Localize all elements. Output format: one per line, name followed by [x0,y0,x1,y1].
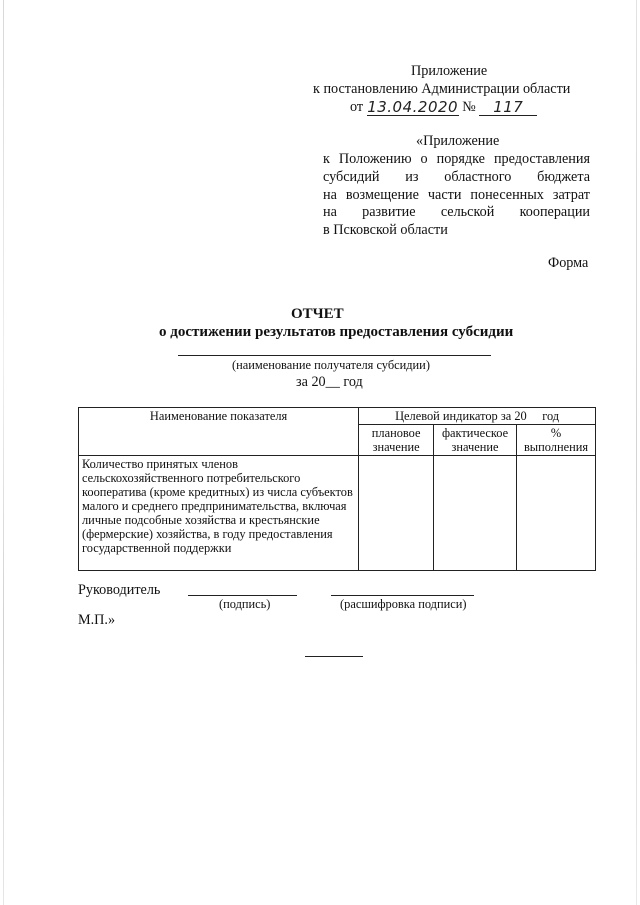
table-header-row [79,408,596,425]
stamp-label: М.П.» [78,612,116,628]
header-planned-value: плановое значение [359,425,434,456]
actual-value-cell [434,456,517,571]
quoted-appendix-line: к Положению о порядке предоставления [323,151,590,167]
appendix-reference: к постановлению Администрации области [313,81,571,97]
header-actual-value: фактическое значение [434,425,517,456]
appendix-date-row [350,99,537,116]
quoted-appendix-line: в Псковской области [323,222,448,239]
date-field [367,99,459,116]
recipient-name-line [178,355,491,356]
form-label: Форма [548,255,589,271]
scan-edge-right [636,0,637,905]
decoding-caption: (расшифровка подписи) [340,597,467,611]
scan-edge-left [3,0,4,905]
signature-line [188,595,297,596]
indicator-table [78,407,596,571]
percent-cell [517,456,596,571]
planned-value-cell [359,456,434,571]
head-label: Руководитель [78,582,161,598]
quoted-appendix-line: на возмещение части понесенных затрат [323,186,590,203]
handwritten-date: 13.04.2020 [367,98,459,116]
header-indicator-name: Наименование показателя [79,408,359,456]
handwritten-number: 117 [493,98,524,116]
quoted-appendix-title: «Приложение [416,133,500,149]
report-subtitle: о достижении результатов предоставления субсидии [159,324,514,340]
report-year: за 20__ год [296,374,363,390]
decoding-line [331,595,474,596]
date-prefix: от [350,99,364,115]
appendix-title: Приложение [411,63,488,79]
end-of-document-line [305,656,363,657]
indicator-cell: Количество принятых членов сельскохозяйственного потребительского кооператива (кроме кредитных) из числа субъектов малого и среднего предпринимательства, включая личные подсобные хозяйства и крестьянские (фермерские) хозяйства, в году предоставления государственной поддержки [79,456,359,571]
quoted-appendix-line: субсидий из областного бюджета [323,168,590,185]
recipient-caption: (наименование получателя субсидии) [232,358,430,372]
report-title: ОТЧЕТ [291,306,344,322]
table-row [79,456,596,571]
number-field [479,99,537,116]
quoted-appendix-text [323,151,590,240]
signature-caption: (подпись) [219,597,271,611]
header-percent-completion: % выполнения [517,425,596,456]
quoted-appendix-line: на развитие сельской кооперации [323,204,590,221]
number-prefix: № [462,99,476,115]
header-target-indicator: Целевой индикатор за 20 год [359,408,596,425]
